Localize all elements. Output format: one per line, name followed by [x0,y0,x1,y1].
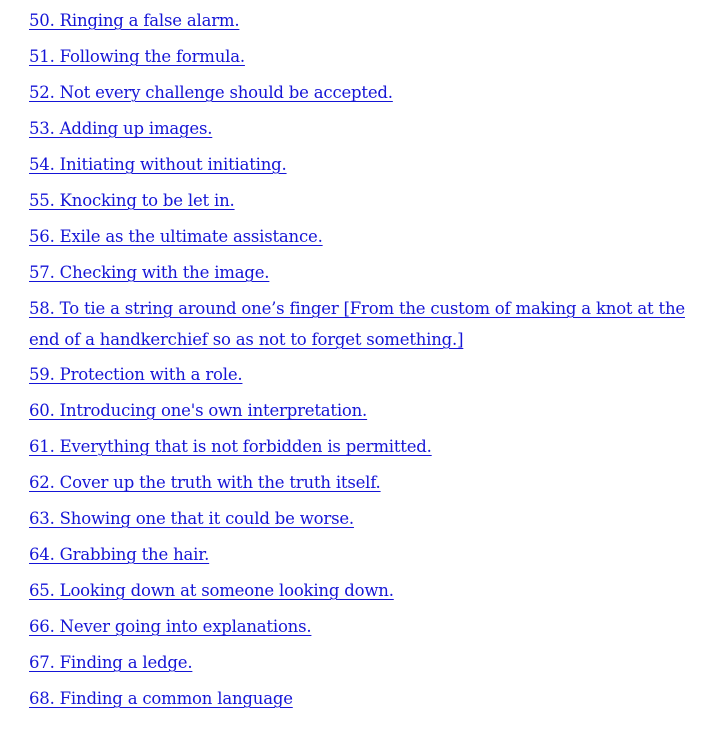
list-item [29,39,704,75]
list-item [29,429,704,465]
link-list [29,3,704,717]
list-item [29,501,704,537]
list-link[interactable]: 66. Never going into explanations. [29,617,312,636]
list-item [29,3,704,39]
list-item [29,291,704,357]
list-item [29,681,704,717]
list-item [29,609,704,645]
list-item [29,537,704,573]
list-link[interactable]: 56. Exile as the ultimate assistance. [29,227,323,246]
list-link[interactable]: 59. Protection with a role. [29,365,243,384]
list-link[interactable]: 68. Finding a common language [29,689,293,708]
list-item [29,183,704,219]
list-item [29,465,704,501]
list-link[interactable]: 65. Looking down at someone looking down. [29,581,394,600]
list-link[interactable]: 57. Checking with the image. [29,263,270,282]
list-item [29,573,704,609]
list-item [29,393,704,429]
list-item [29,111,704,147]
list-link[interactable]: 55. Knocking to be let in. [29,191,235,210]
list-link[interactable]: 64. Grabbing the hair. [29,545,210,564]
list-link[interactable]: 51. Following the formula. [29,47,245,66]
list-item [29,255,704,291]
list-link[interactable]: 53. Adding up images. [29,119,213,138]
list-item [29,645,704,681]
list-link[interactable]: 60. Introducing one's own interpretation. [29,401,368,420]
list-link[interactable]: 62. Cover up the truth with the truth itself. [29,473,381,492]
list-item [29,357,704,393]
list-item [29,219,704,255]
list-link[interactable]: 52. Not every challenge should be accepted. [29,83,393,102]
list-link[interactable]: 58. To tie a string around one’s finger [From the custom of making a knot at the end of a handkerchief so as not to forget something.] [29,299,685,349]
list-link[interactable]: 54. Initiating without initiating. [29,155,287,174]
list-link[interactable]: 67. Finding a ledge. [29,653,193,672]
list-link[interactable]: 50. Ringing a false alarm. [29,11,240,30]
list-link[interactable]: 63. Showing one that it could be worse. [29,509,354,528]
list-item [29,75,704,111]
list-link[interactable]: 61. Everything that is not forbidden is permitted. [29,437,432,456]
list-item [29,147,704,183]
